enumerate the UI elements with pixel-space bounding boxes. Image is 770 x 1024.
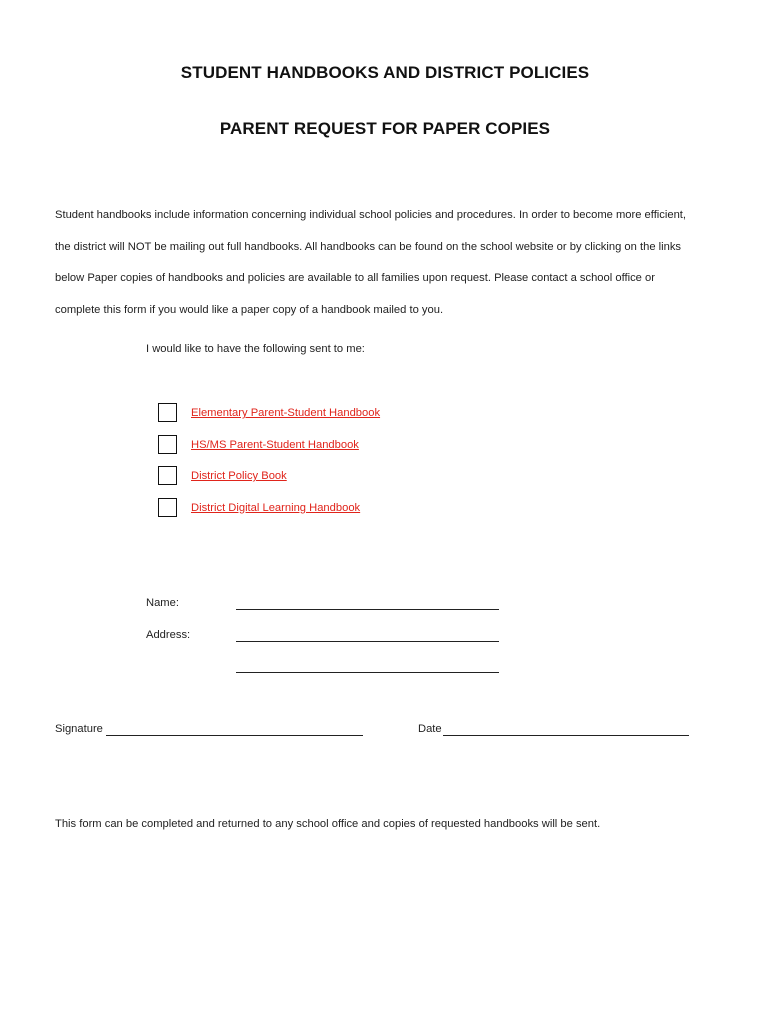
name-label: Name:: [146, 597, 179, 609]
date-field[interactable]: [443, 735, 689, 736]
hs-ms-handbook-link[interactable]: HS/MS Parent-Student Handbook: [191, 438, 359, 451]
address-field-line-2[interactable]: [236, 672, 499, 673]
request-prompt: I would like to have the following sent to me:: [146, 343, 365, 355]
digital-learning-handbook-link[interactable]: District Digital Learning Handbook: [191, 501, 361, 514]
address-label: Address:: [146, 629, 191, 641]
address-field-line-1[interactable]: [236, 641, 499, 642]
date-label: Date: [418, 723, 442, 735]
elementary-handbook-checkbox[interactable]: [158, 403, 177, 422]
hs-ms-handbook-checkbox[interactable]: [158, 435, 177, 454]
digital-learning-handbook-checkbox[interactable]: [158, 498, 177, 517]
intro-line: Student handbooks include information concerning individual school policies and procedures. In order to become more efficient,: [55, 209, 687, 221]
signature-label: Signature: [55, 723, 103, 735]
intro-paragraph: [55, 200, 725, 326]
footer-note: This form can be completed and returned to any school office and copies of requested handbooks will be sent.: [55, 818, 601, 830]
intro-line: complete this form if you would like a paper copy of a handbook mailed to you.: [55, 303, 444, 316]
district-policy-book-link[interactable]: District Policy Book: [191, 470, 287, 482]
document-title: STUDENT HANDBOOKS AND DISTRICT POLICIES: [180, 63, 590, 82]
intro-line: below Paper copies of handbooks and policies are available to all families upon request. Please contact a school office or: [55, 272, 655, 284]
elementary-handbook-link[interactable]: Elementary Parent-Student Handbook: [191, 407, 381, 419]
district-policy-book-checkbox[interactable]: [158, 466, 177, 485]
signature-field[interactable]: [106, 735, 363, 736]
name-field[interactable]: [236, 609, 499, 610]
document-subtitle: PARENT REQUEST FOR PAPER COPIES: [219, 119, 551, 138]
intro-line: the district will NOT be mailing out full handbooks. All handbooks can be found on the school website or by clicking on the links: [55, 240, 682, 253]
